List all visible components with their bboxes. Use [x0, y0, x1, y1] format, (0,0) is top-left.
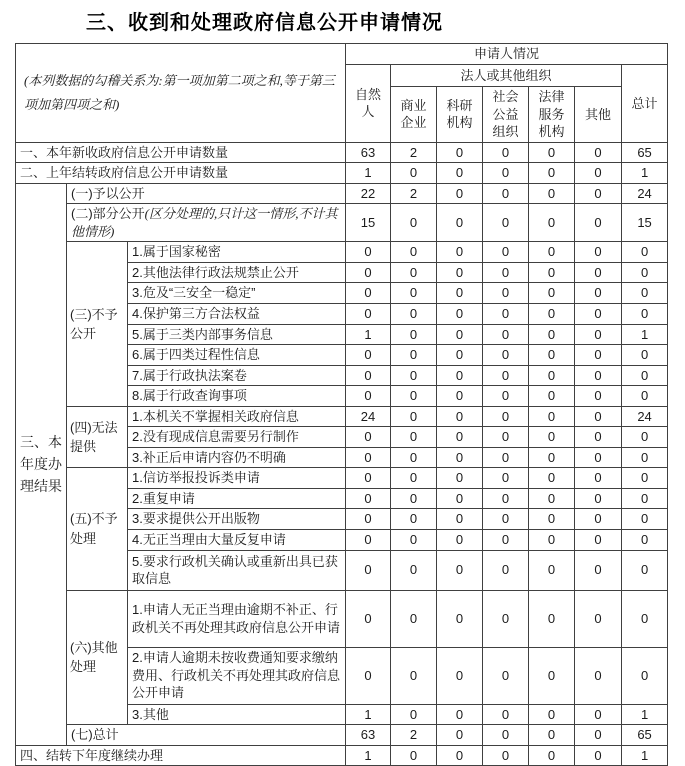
- value-cell: 0: [575, 509, 622, 530]
- value-cell: 2: [391, 725, 437, 746]
- value-cell: 0: [391, 304, 437, 325]
- value-cell: 0: [346, 647, 391, 704]
- value-cell: 0: [575, 163, 622, 184]
- value-cell: 0: [529, 530, 575, 551]
- value-cell: 0: [346, 550, 391, 590]
- header-other-org: 其他: [575, 87, 622, 143]
- value-cell: 0: [483, 427, 529, 448]
- item-label: 2.申请人逾期未按收费通知要求缴纳费用、行政机关不再处理其政府信息公开申请: [128, 647, 346, 704]
- value-cell: 0: [391, 509, 437, 530]
- item-label: 3.补正后申请内容仍不明确: [128, 447, 346, 468]
- value-cell: 0: [483, 262, 529, 283]
- value-cell: 0: [575, 142, 622, 163]
- row-label-new-received: 一、本年新收政府信息公开申请数量: [16, 142, 346, 163]
- item-label: 3.其他: [128, 704, 346, 725]
- header-research-institution: 科研机构: [437, 87, 483, 143]
- group-label-unable-to-provide: (四)无法提供: [67, 406, 128, 468]
- value-cell: 0: [483, 509, 529, 530]
- value-cell: 0: [575, 262, 622, 283]
- value-cell: 0: [483, 530, 529, 551]
- value-cell: 0: [575, 283, 622, 304]
- value-cell: 0: [391, 550, 437, 590]
- value-cell: 0: [483, 365, 529, 386]
- item-label: 6.属于四类过程性信息: [128, 345, 346, 366]
- value-cell: 0: [483, 324, 529, 345]
- value-cell: 0: [575, 530, 622, 551]
- item-label: 4.无正当理由大量反复申请: [128, 530, 346, 551]
- value-cell: 0: [529, 447, 575, 468]
- page-title: 三、收到和处理政府信息公开申请情况: [86, 12, 443, 34]
- value-cell: 24: [346, 406, 391, 427]
- value-cell: 63: [346, 142, 391, 163]
- value-cell: 0: [346, 530, 391, 551]
- value-cell: 0: [575, 324, 622, 345]
- value-cell: 1: [346, 704, 391, 725]
- value-cell: 0: [483, 550, 529, 590]
- value-cell: 0: [346, 509, 391, 530]
- value-cell: 0: [622, 488, 668, 509]
- item-label: 1.信访举报投诉类申请: [128, 468, 346, 489]
- header-legal-service-org: 法律服务机构: [529, 87, 575, 143]
- value-cell: 0: [622, 386, 668, 407]
- value-cell: 24: [622, 406, 668, 427]
- header-social-welfare-org: 社会公益组织: [483, 87, 529, 143]
- value-cell: 0: [437, 324, 483, 345]
- value-cell: 0: [529, 745, 575, 766]
- group-label-other-handling: (六)其他处理: [67, 590, 128, 725]
- value-cell: 0: [575, 365, 622, 386]
- value-cell: 0: [622, 509, 668, 530]
- value-cell: 0: [437, 262, 483, 283]
- value-cell: 0: [437, 365, 483, 386]
- table-row: [16, 183, 668, 204]
- value-cell: 0: [622, 365, 668, 386]
- value-cell: 0: [622, 283, 668, 304]
- value-cell: 0: [437, 183, 483, 204]
- value-cell: 0: [622, 530, 668, 551]
- value-cell: 1: [622, 324, 668, 345]
- value-cell: 0: [391, 647, 437, 704]
- value-cell: 0: [483, 647, 529, 704]
- row-label-partial-disclosure: [67, 204, 346, 242]
- row-label-note: (区分处理的,只计这一情形,不计其他情形): [71, 206, 338, 239]
- value-cell: 1: [346, 324, 391, 345]
- value-cell: 0: [391, 204, 437, 242]
- value-cell: 0: [529, 183, 575, 204]
- table-row: [16, 590, 668, 647]
- value-cell: 0: [391, 427, 437, 448]
- value-cell: 0: [391, 365, 437, 386]
- table-row: [16, 406, 668, 427]
- item-label: 4.保护第三方合法权益: [128, 304, 346, 325]
- value-cell: 0: [529, 590, 575, 647]
- item-label: 1.申请人无正当理由逾期不补正、行政机关不再处理其政府信息公开申请: [128, 590, 346, 647]
- value-cell: 1: [346, 745, 391, 766]
- value-cell: 0: [575, 406, 622, 427]
- value-cell: 0: [529, 725, 575, 746]
- item-label: 5.属于三类内部事务信息: [128, 324, 346, 345]
- value-cell: 63: [346, 725, 391, 746]
- value-cell: 0: [529, 242, 575, 263]
- value-cell: 0: [437, 345, 483, 366]
- group-label-not-processed: (五)不予处理: [67, 468, 128, 590]
- value-cell: 0: [622, 262, 668, 283]
- value-cell: 0: [391, 488, 437, 509]
- value-cell: 0: [391, 590, 437, 647]
- value-cell: 0: [483, 488, 529, 509]
- value-cell: 0: [346, 488, 391, 509]
- value-cell: 0: [346, 386, 391, 407]
- value-cell: 0: [391, 345, 437, 366]
- value-cell: 0: [483, 704, 529, 725]
- value-cell: 0: [483, 242, 529, 263]
- value-cell: 0: [391, 262, 437, 283]
- value-cell: 0: [437, 745, 483, 766]
- reconciliation-note-cell: (本列数据的勾稽关系为:第一项加第二项之和,等于第三项加第四项之和): [16, 44, 346, 143]
- value-cell: 0: [575, 704, 622, 725]
- value-cell: 0: [483, 468, 529, 489]
- row-label-granted: (一)予以公开: [67, 183, 346, 204]
- value-cell: 0: [346, 283, 391, 304]
- item-label: 1.属于国家秘密: [128, 242, 346, 263]
- value-cell: 0: [529, 468, 575, 489]
- table-row: [16, 204, 668, 242]
- value-cell: 0: [437, 283, 483, 304]
- value-cell: 0: [483, 406, 529, 427]
- value-cell: 0: [575, 725, 622, 746]
- section-results-label: 三、本年度办理结果: [16, 183, 67, 745]
- table-row: [16, 745, 668, 766]
- row-label-carried-to-next-year: 四、结转下年度继续办理: [16, 745, 346, 766]
- value-cell: 0: [529, 427, 575, 448]
- value-cell: 0: [575, 550, 622, 590]
- value-cell: 0: [346, 345, 391, 366]
- item-label: 2.没有现成信息需要另行制作: [128, 427, 346, 448]
- value-cell: 0: [575, 386, 622, 407]
- value-cell: 0: [346, 590, 391, 647]
- table-row: [16, 242, 668, 263]
- value-cell: 0: [483, 447, 529, 468]
- value-cell: 0: [346, 365, 391, 386]
- header-applicant-group: 申请人情况: [346, 44, 668, 65]
- value-cell: 0: [529, 283, 575, 304]
- value-cell: 0: [391, 468, 437, 489]
- value-cell: 0: [529, 509, 575, 530]
- item-label: 2.其他法律行政法规禁止公开: [128, 262, 346, 283]
- value-cell: 0: [437, 509, 483, 530]
- value-cell: 0: [391, 704, 437, 725]
- value-cell: 0: [391, 745, 437, 766]
- value-cell: 0: [391, 386, 437, 407]
- value-cell: 0: [529, 304, 575, 325]
- value-cell: 0: [575, 488, 622, 509]
- value-cell: 1: [346, 163, 391, 184]
- value-cell: 0: [529, 262, 575, 283]
- value-cell: 0: [575, 590, 622, 647]
- value-cell: 0: [622, 590, 668, 647]
- table-row: [16, 142, 668, 163]
- value-cell: 2: [391, 183, 437, 204]
- value-cell: 0: [575, 745, 622, 766]
- value-cell: 0: [483, 304, 529, 325]
- value-cell: 0: [575, 345, 622, 366]
- value-cell: 0: [529, 488, 575, 509]
- value-cell: 0: [483, 283, 529, 304]
- item-label: 8.属于行政查询事项: [128, 386, 346, 407]
- value-cell: 0: [437, 488, 483, 509]
- value-cell: 0: [575, 242, 622, 263]
- value-cell: 0: [575, 183, 622, 204]
- value-cell: 0: [622, 647, 668, 704]
- value-cell: 65: [622, 725, 668, 746]
- value-cell: 0: [391, 242, 437, 263]
- value-cell: 0: [437, 304, 483, 325]
- value-cell: 0: [346, 447, 391, 468]
- value-cell: 0: [437, 647, 483, 704]
- row-label-text: (二)部分公开: [71, 206, 145, 222]
- value-cell: 0: [483, 142, 529, 163]
- value-cell: 0: [529, 550, 575, 590]
- value-cell: 0: [437, 242, 483, 263]
- value-cell: 0: [622, 468, 668, 489]
- value-cell: 0: [437, 163, 483, 184]
- value-cell: 24: [622, 183, 668, 204]
- value-cell: 0: [437, 468, 483, 489]
- value-cell: 22: [346, 183, 391, 204]
- value-cell: 0: [437, 427, 483, 448]
- value-cell: 15: [346, 204, 391, 242]
- value-cell: 0: [346, 262, 391, 283]
- value-cell: 0: [529, 163, 575, 184]
- value-cell: 0: [529, 647, 575, 704]
- value-cell: 0: [622, 345, 668, 366]
- value-cell: 0: [529, 406, 575, 427]
- value-cell: 0: [483, 745, 529, 766]
- value-cell: 0: [437, 447, 483, 468]
- item-label: 7.属于行政执法案卷: [128, 365, 346, 386]
- value-cell: 0: [483, 590, 529, 647]
- value-cell: 0: [391, 163, 437, 184]
- value-cell: 0: [622, 447, 668, 468]
- value-cell: 1: [622, 163, 668, 184]
- header-total: 总计: [622, 65, 668, 143]
- value-cell: 0: [575, 647, 622, 704]
- value-cell: 0: [622, 550, 668, 590]
- group-label-denied: (三)不予公开: [67, 242, 128, 406]
- value-cell: 2: [391, 142, 437, 163]
- row-label-carried-from-prev-year: 二、上年结转政府信息公开申请数量: [16, 163, 346, 184]
- value-cell: 0: [483, 183, 529, 204]
- value-cell: 0: [391, 283, 437, 304]
- value-cell: 0: [529, 704, 575, 725]
- value-cell: 65: [622, 142, 668, 163]
- value-cell: 0: [483, 725, 529, 746]
- value-cell: 0: [437, 725, 483, 746]
- item-label: 3.危及“三安全一稳定”: [128, 283, 346, 304]
- value-cell: 15: [622, 204, 668, 242]
- item-label: 2.重复申请: [128, 488, 346, 509]
- value-cell: 0: [529, 345, 575, 366]
- value-cell: 0: [437, 590, 483, 647]
- value-cell: 0: [483, 204, 529, 242]
- value-cell: 0: [483, 163, 529, 184]
- value-cell: 0: [529, 365, 575, 386]
- value-cell: 0: [575, 427, 622, 448]
- value-cell: 0: [346, 468, 391, 489]
- value-cell: 0: [437, 550, 483, 590]
- value-cell: 0: [391, 406, 437, 427]
- header-commercial-enterprise: 商业企业: [391, 87, 437, 143]
- value-cell: 0: [391, 324, 437, 345]
- value-cell: 0: [346, 242, 391, 263]
- value-cell: 0: [391, 530, 437, 551]
- table-row: [16, 725, 668, 746]
- value-cell: 0: [346, 304, 391, 325]
- value-cell: 0: [437, 142, 483, 163]
- row-label-subtotal: (七)总计: [67, 725, 346, 746]
- value-cell: 0: [575, 468, 622, 489]
- header-legal-org-group: 法人或其他组织: [391, 65, 622, 87]
- table-row: [16, 468, 668, 489]
- value-cell: 0: [437, 406, 483, 427]
- value-cell: 0: [575, 304, 622, 325]
- value-cell: 0: [529, 324, 575, 345]
- value-cell: 1: [622, 704, 668, 725]
- value-cell: 0: [437, 704, 483, 725]
- value-cell: 1: [622, 745, 668, 766]
- value-cell: 0: [483, 386, 529, 407]
- value-cell: 0: [622, 304, 668, 325]
- value-cell: 0: [346, 427, 391, 448]
- value-cell: 0: [529, 204, 575, 242]
- value-cell: 0: [622, 427, 668, 448]
- value-cell: 0: [391, 447, 437, 468]
- value-cell: 0: [529, 386, 575, 407]
- table-row: [16, 163, 668, 184]
- value-cell: 0: [437, 386, 483, 407]
- application-stats-table: [15, 43, 668, 766]
- value-cell: 0: [483, 345, 529, 366]
- value-cell: 0: [575, 447, 622, 468]
- item-label: 1.本机关不掌握相关政府信息: [128, 406, 346, 427]
- item-label: 3.要求提供公开出版物: [128, 509, 346, 530]
- header-natural-person: 自然人: [346, 65, 391, 143]
- value-cell: 0: [622, 242, 668, 263]
- value-cell: 0: [437, 530, 483, 551]
- item-label: 5.要求行政机关确认或重新出具已获取信息: [128, 550, 346, 590]
- value-cell: 0: [575, 204, 622, 242]
- value-cell: 0: [529, 142, 575, 163]
- value-cell: 0: [437, 204, 483, 242]
